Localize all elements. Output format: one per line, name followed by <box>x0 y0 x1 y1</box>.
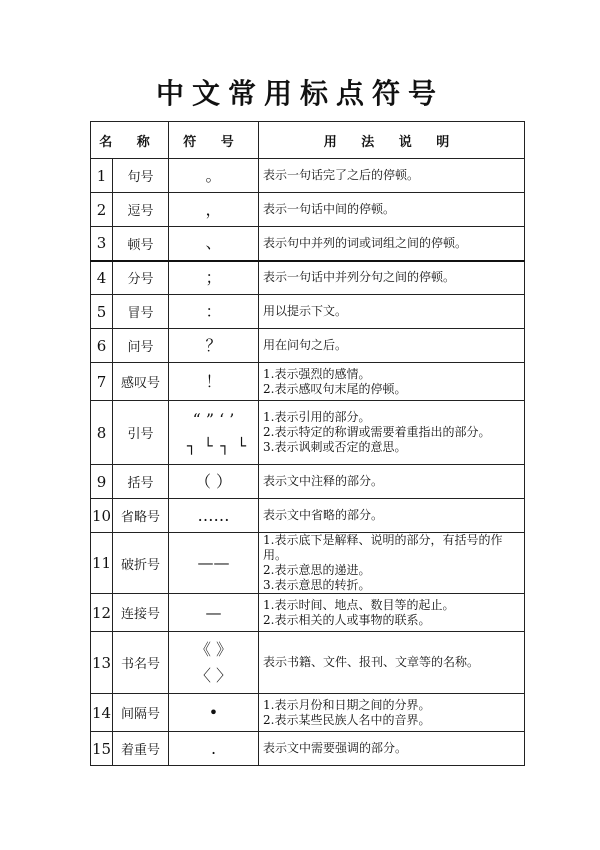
punctuation-symbol <box>169 329 259 363</box>
usage-description <box>259 594 525 632</box>
table-row <box>91 261 525 295</box>
punctuation-symbol <box>169 465 259 499</box>
usage-line: 表示文中注释的部分。 <box>263 474 384 488</box>
punctuation-name: 破折号 <box>113 533 169 594</box>
row-number: 12 <box>91 594 113 632</box>
usage-description <box>259 632 525 694</box>
punctuation-name: 括号 <box>113 465 169 499</box>
usage-description <box>259 533 525 594</box>
usage-line: 表示文中需要强调的部分。 <box>263 741 408 755</box>
usage-description <box>259 363 525 401</box>
usage-description <box>259 261 525 295</box>
row-number: 1 <box>91 159 113 193</box>
usage-line: 1.表示引用的部分。 <box>263 410 371 424</box>
table-row <box>91 499 525 533</box>
punctuation-symbol <box>169 295 259 329</box>
punctuation-symbol <box>169 632 259 694</box>
punctuation-symbol <box>169 533 259 594</box>
punctuation-name: 间隔号 <box>113 694 169 732</box>
punctuation-name: 顿号 <box>113 227 169 261</box>
usage-description <box>259 329 525 363</box>
page-title: 中文常用标点符号 <box>155 77 444 110</box>
symbol-glyph: …… <box>197 505 230 525</box>
symbol-glyph: （ ） <box>194 471 233 491</box>
table-row <box>91 533 525 594</box>
row-number: 13 <box>91 632 113 694</box>
row-number: 8 <box>91 401 113 465</box>
usage-line: 1.表示时间、地点、数目等的起止。 <box>263 597 455 612</box>
table-row <box>91 465 525 499</box>
table-row <box>91 159 525 193</box>
table-row <box>91 227 525 261</box>
punctuation-symbol <box>169 261 259 295</box>
usage-line: 2.表示相关的人或事物的联系。 <box>263 612 431 627</box>
table-body <box>91 159 525 766</box>
symbol-glyph: ： <box>205 301 222 321</box>
usage-line: 表示句中并列的词或词组之间的停顿。 <box>263 235 468 250</box>
usage-line: 2.表示意思的递进。 <box>263 563 371 577</box>
usage-description <box>259 401 525 465</box>
punctuation-name: 省略号 <box>113 499 169 533</box>
usage-line: 用以提示下文。 <box>263 304 348 318</box>
corner-quote-glyph: ┐ <box>220 436 230 455</box>
symbol-glyph: ！ <box>205 371 222 391</box>
row-number: 15 <box>91 732 113 766</box>
symbol-glyph: “ ” ‘ ’ <box>192 409 235 429</box>
symbol-glyph: ； <box>205 267 222 287</box>
punctuation-name: 感叹号 <box>113 363 169 401</box>
table-row <box>91 295 525 329</box>
punctuation-name: 引号 <box>113 401 169 465</box>
symbol-glyph: ， <box>205 199 222 219</box>
punctuation-name: 冒号 <box>113 295 169 329</box>
symbol-glyph: • <box>208 702 219 722</box>
row-number: 10 <box>91 499 113 533</box>
symbol-glyph: — <box>205 602 222 622</box>
punctuation-name: 问号 <box>113 329 169 363</box>
usage-line: 1.表示底下是解释、说明的部分，有括号的作用。 <box>263 533 503 562</box>
usage-line: 2.表示感叹句末尾的停顿。 <box>263 381 407 396</box>
table-row <box>91 732 525 766</box>
usage-line: 表示一句话中间的停顿。 <box>263 202 396 216</box>
usage-line: 1.表示月份和日期之间的分界。 <box>263 697 431 712</box>
table-row <box>91 401 525 465</box>
punctuation-name: 逗号 <box>113 193 169 227</box>
corner-quote-glyphs <box>169 433 258 459</box>
usage-line: 表示文中省略的部分。 <box>263 508 384 522</box>
row-number: 3 <box>91 227 113 261</box>
header-row <box>91 122 525 159</box>
usage-description <box>259 227 525 261</box>
punctuation-symbol <box>169 732 259 766</box>
usage-description <box>259 295 525 329</box>
table-row <box>91 694 525 732</box>
symbol-glyph: . <box>210 738 217 758</box>
header-name: 名 称 <box>91 122 169 159</box>
usage-description <box>259 732 525 766</box>
table-row <box>91 193 525 227</box>
row-number: 4 <box>91 261 113 295</box>
punctuation-name: 书名号 <box>113 632 169 694</box>
table-row <box>91 363 525 401</box>
row-number: 2 <box>91 193 113 227</box>
symbol-glyph: 、 <box>205 233 222 253</box>
row-number: 6 <box>91 329 113 363</box>
usage-line: 1.表示强烈的感情。 <box>263 366 371 381</box>
usage-line: 表示书籍、文件、报刊、文章等的名称。 <box>263 655 480 669</box>
row-number: 7 <box>91 363 113 401</box>
table-row <box>91 594 525 632</box>
table-row <box>91 329 525 363</box>
usage-line: 用在问句之后。 <box>263 338 348 352</box>
symbol-glyph-alt: 〈 〉 <box>194 665 233 685</box>
symbol-glyph: —— <box>197 553 230 572</box>
punctuation-name: 连接号 <box>113 594 169 632</box>
symbol-glyph: 。 <box>205 165 222 185</box>
usage-description <box>259 499 525 533</box>
usage-description <box>259 694 525 732</box>
punctuation-symbol <box>169 193 259 227</box>
usage-line: 3.表示意思的转折。 <box>263 578 371 592</box>
punctuation-name: 着重号 <box>113 732 169 766</box>
usage-line: 3.表示讽刺或否定的意思。 <box>263 440 407 454</box>
symbol-glyph: ？ <box>205 335 222 355</box>
punctuation-symbol <box>169 694 259 732</box>
punctuation-name: 句号 <box>113 159 169 193</box>
corner-quote-glyph: └ <box>203 436 213 455</box>
punctuation-table <box>90 121 525 766</box>
punctuation-symbol <box>169 594 259 632</box>
usage-line: 表示一句话完了之后的停顿。 <box>263 168 420 182</box>
punctuation-symbol <box>169 363 259 401</box>
row-number: 5 <box>91 295 113 329</box>
usage-line: 表示一句话中并列分句之间的停顿。 <box>263 270 456 285</box>
usage-description <box>259 159 525 193</box>
usage-description <box>259 465 525 499</box>
corner-quote-glyph: └ <box>236 436 246 455</box>
punctuation-name: 分号 <box>113 261 169 295</box>
punctuation-symbol <box>169 227 259 261</box>
punctuation-symbol <box>169 159 259 193</box>
symbol-glyph: 《 》 <box>194 639 233 659</box>
header-symbol: 符 号 <box>169 122 259 159</box>
punctuation-symbol <box>169 401 259 465</box>
table-row <box>91 632 525 694</box>
row-number: 11 <box>91 533 113 594</box>
usage-line: 2.表示某些民族人名中的音界。 <box>263 712 431 727</box>
corner-quote-glyph: ┐ <box>187 436 197 455</box>
punctuation-symbol <box>169 499 259 533</box>
usage-description <box>259 193 525 227</box>
usage-line: 2.表示特定的称谓或需要着重指出的部分。 <box>263 425 491 439</box>
row-number: 14 <box>91 694 113 732</box>
header-usage: 用 法 说 明 <box>259 122 525 159</box>
row-number: 9 <box>91 465 113 499</box>
